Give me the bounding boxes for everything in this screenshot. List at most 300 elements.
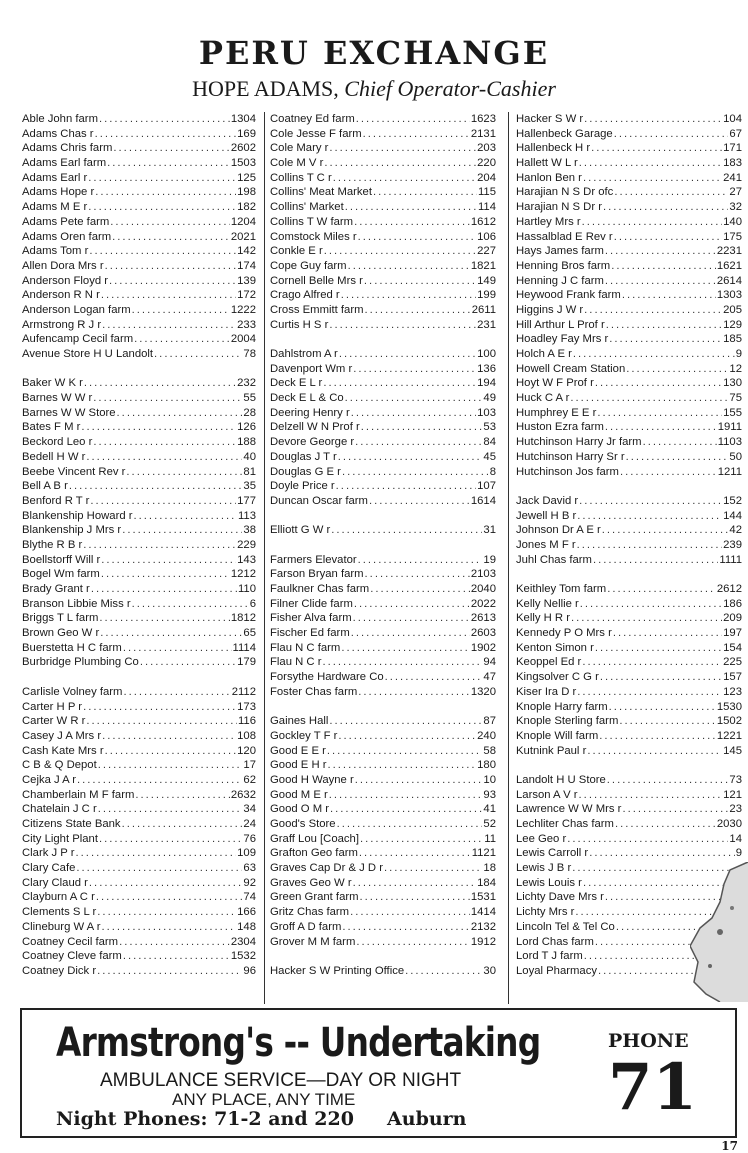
listing-name: Good M E r: [270, 788, 328, 801]
listing-number: 103: [477, 406, 496, 419]
listing-row: [270, 127, 496, 142]
listing-row: [516, 802, 742, 817]
leader-dots: [119, 935, 230, 950]
listing-number: 174: [237, 259, 256, 272]
operator-role: Chief Operator-Cashier: [344, 76, 556, 101]
listing-number: 1303: [716, 289, 742, 302]
listing-name: Jones M F r: [516, 538, 576, 551]
leader-dots: [117, 406, 243, 421]
listing-name: Carter H P r: [22, 700, 83, 713]
listing-row: [22, 582, 256, 597]
listing-row: [516, 259, 742, 274]
leader-dots: [96, 890, 243, 905]
listing-row: [270, 626, 496, 641]
listing-name: Collins T W farm: [270, 215, 354, 228]
leader-dots: [77, 773, 242, 788]
listing-number: 113: [237, 509, 256, 522]
listing-number: 28: [243, 406, 256, 419]
listing-row: [22, 479, 256, 494]
listing-number: 144: [723, 509, 742, 522]
listing-number: 1812: [230, 612, 256, 625]
listing-row: [22, 964, 256, 979]
listing-number: 58: [483, 744, 496, 757]
listing-number: 62: [243, 773, 256, 786]
listing-row: [22, 259, 256, 274]
leader-dots: [350, 905, 470, 920]
listing-name: Lincoln Tel & Tel Co: [516, 920, 615, 933]
listing-number: 179: [237, 656, 256, 669]
listing-row: [270, 200, 496, 215]
leader-dots: [134, 509, 237, 524]
listing-row: [516, 700, 742, 715]
listing-row: [270, 230, 496, 245]
listing-name: Kutnink Paul r: [516, 744, 587, 757]
leader-dots: [122, 523, 242, 538]
listing-row: [22, 861, 256, 876]
advertisement-box: [20, 1008, 737, 1138]
leader-dots: [603, 200, 728, 215]
listing-name: Beebe Vincent Rev r: [22, 465, 126, 478]
listing-number: 197: [723, 627, 742, 640]
listing-number: 2040: [470, 583, 496, 595]
listing-row: [516, 215, 742, 230]
listing-row: [270, 582, 496, 597]
listing-row: [270, 494, 496, 509]
listing-number: 239: [723, 538, 742, 551]
leader-dots: [328, 758, 477, 773]
listing-row: [270, 435, 496, 450]
listing-number: 143: [237, 553, 256, 566]
listing-name: Cash Kate Mrs r: [22, 744, 104, 757]
listing-name: Brady Grant r: [22, 583, 90, 595]
leader-dots: [582, 215, 722, 230]
listing-name: Foster Chas farm: [270, 685, 358, 698]
ad-phone-number: 71: [608, 1050, 698, 1125]
listing-row: [22, 626, 256, 641]
listing-row: [22, 935, 256, 950]
listing-row: [22, 185, 256, 200]
listing-number: 203: [477, 142, 496, 155]
listing-number: 55: [243, 392, 256, 405]
listing-row: [270, 420, 496, 435]
leader-dots: [123, 949, 230, 964]
listing-row: [516, 582, 742, 597]
leader-dots: [134, 332, 230, 347]
listing-row: [516, 846, 742, 861]
listing-name: Good E E r: [270, 744, 326, 757]
leader-dots: [76, 846, 237, 861]
listing-number: 199: [477, 289, 496, 302]
leader-dots: [615, 817, 716, 832]
listing-row: [22, 655, 256, 670]
listing-name: Landolt H U Store: [516, 773, 606, 786]
listing-number: 130: [723, 377, 742, 390]
listing-number: 1414: [470, 906, 496, 919]
listing-number: 76: [243, 832, 256, 845]
listing-name: Collins' Market: [270, 201, 344, 214]
listing-number: 188: [237, 436, 256, 449]
listing-row: [516, 465, 742, 480]
leader-dots: [342, 920, 469, 935]
leader-dots: [351, 626, 470, 641]
listing-name: Hutchinson Harry Jr farm: [516, 436, 642, 449]
leader-dots: [597, 406, 722, 421]
listing-row: [270, 185, 496, 200]
listing-number: 34: [243, 803, 256, 816]
leader-dots: [609, 700, 716, 715]
leader-dots: [132, 597, 249, 612]
listing-row: [22, 274, 256, 289]
column-divider: [264, 112, 265, 1004]
listing-name: Cejka J A r: [22, 773, 76, 786]
listing-number: 205: [723, 303, 742, 316]
listing-number: 149: [477, 274, 496, 287]
listing-number: 78: [243, 348, 256, 360]
directory-column-1: [22, 112, 256, 979]
listing-number: 8: [489, 465, 496, 478]
listing-name: Howell Cream Station: [516, 362, 626, 375]
listing-number: 129: [723, 318, 742, 331]
listing-number: 1114: [232, 641, 256, 654]
listing-number: 11: [484, 832, 496, 845]
listing-number: 50: [729, 450, 742, 463]
leader-dots: [619, 714, 716, 729]
leader-dots: [370, 582, 470, 597]
listing-number: 114: [477, 201, 496, 214]
listing-name: Bell A B r: [22, 480, 68, 493]
listing-row: [516, 538, 742, 553]
listing-name: Farmers Elevator: [270, 553, 357, 566]
listing-number: 10: [483, 773, 496, 786]
listing-number: 175: [723, 230, 742, 243]
listing-number: 1623: [470, 113, 496, 125]
leader-dots: [365, 567, 470, 582]
listing-number: 53: [483, 421, 496, 434]
listing-number: 109: [237, 847, 256, 860]
leader-dots: [324, 156, 476, 171]
listing-name: Hutchinson Jos farm: [516, 465, 619, 478]
listing-row: [270, 215, 496, 230]
listing-number: 204: [477, 171, 496, 184]
listing-row: [516, 435, 742, 450]
listing-row: [516, 141, 742, 156]
listing-name: Knople Will farm: [516, 729, 599, 742]
listing-name: Chamberlain M F farm: [22, 788, 135, 801]
listing-row: [516, 156, 742, 171]
listing-row: [270, 949, 496, 964]
listing-name: Graves Cap Dr & J D r: [270, 862, 383, 875]
listing-row: [516, 376, 742, 391]
listing-row: [22, 905, 256, 920]
listing-number: 1103: [717, 436, 742, 449]
listing-number: 186: [723, 597, 742, 610]
leader-dots: [110, 215, 230, 230]
listing-name: Huck C A r: [516, 392, 570, 405]
listing-row: [516, 303, 742, 318]
column-divider: [508, 112, 509, 1004]
listing-name: Barnes W W r: [22, 392, 93, 405]
leader-dots: [109, 274, 236, 289]
listing-name: Burbridge Plumbing Co: [22, 656, 139, 669]
listing-number: 81: [243, 465, 256, 478]
listing-row: [22, 700, 256, 715]
listing-number: 24: [243, 818, 256, 830]
listing-number: 2103: [470, 568, 496, 581]
leader-dots: [579, 788, 723, 803]
listing-number: 107: [477, 480, 496, 493]
listing-row: [516, 567, 742, 582]
leader-dots: [622, 802, 728, 817]
leader-dots: [582, 655, 722, 670]
page-title: PERU EXCHANGE: [198, 34, 550, 72]
listing-name: Coatney Ed farm: [270, 113, 355, 125]
listing-number: 123: [723, 685, 742, 698]
leader-dots: [605, 420, 717, 435]
leader-dots: [102, 729, 236, 744]
listing-row: [270, 141, 496, 156]
listing-number: 220: [477, 157, 496, 170]
leader-dots: [577, 538, 723, 553]
leader-dots: [329, 788, 483, 803]
leader-dots: [570, 391, 728, 406]
listing-row: [270, 846, 496, 861]
leader-dots: [613, 626, 722, 641]
listing-number: 30: [483, 964, 496, 977]
listing-number: 152: [723, 494, 742, 507]
listing-number: 1121: [471, 847, 496, 860]
listing-name: Kingsolver C G r: [516, 671, 599, 684]
listing-row: [516, 685, 742, 700]
listing-name: Collins T C r: [270, 171, 332, 184]
listing-row: [270, 685, 496, 700]
listing-row: [22, 171, 256, 186]
listing-name: Lichty Dave Mrs r: [516, 891, 604, 904]
leader-dots: [626, 450, 729, 465]
listing-name: Blankenship J Mrs r: [22, 524, 122, 537]
listing-row: [270, 744, 496, 759]
listing-row: [22, 714, 256, 729]
listing-number: 2112: [231, 685, 256, 698]
listing-number: 94: [483, 656, 496, 669]
listing-name: Hassalblad E Rev r: [516, 230, 613, 243]
leader-dots: [89, 876, 243, 891]
listing-name: Collins' Meat Market: [270, 186, 372, 199]
listing-number: 6: [249, 597, 256, 610]
listing-name: Hays James farm: [516, 245, 604, 258]
listing-number: 183: [723, 157, 742, 170]
listing-name: Green Grant farm: [270, 891, 359, 904]
listing-row: [270, 876, 496, 891]
torn-paper-damage: [690, 862, 748, 1002]
listing-name: Carter W R r: [22, 715, 86, 728]
listing-row: [22, 567, 256, 582]
listing-name: Davenport Wm r: [270, 362, 353, 375]
listing-name: Good's Store: [270, 818, 336, 830]
listing-number: 100: [477, 348, 496, 360]
listing-row: [516, 641, 742, 656]
leader-dots: [358, 230, 477, 245]
listing-number: 154: [723, 641, 742, 654]
ad-phone-label: PHONE: [608, 1030, 689, 1052]
leader-dots: [611, 259, 716, 274]
leader-dots: [113, 141, 229, 156]
listing-row: [516, 773, 742, 788]
listing-row: [22, 450, 256, 465]
leader-dots: [86, 714, 237, 729]
listing-name: Adams Pete farm: [22, 215, 110, 228]
leader-dots: [83, 700, 236, 715]
listing-number: 110: [237, 583, 256, 595]
listing-number: 12: [729, 362, 742, 375]
listing-number: 1902: [470, 641, 496, 654]
listing-number: 2131: [470, 127, 496, 140]
leader-dots: [589, 846, 735, 861]
leader-dots: [132, 303, 230, 318]
leader-dots: [580, 597, 722, 612]
listing-name: Holch A E r: [516, 348, 572, 360]
listing-name: Douglas J T r: [270, 450, 337, 463]
listing-row: [270, 964, 496, 979]
listing-row: [516, 332, 742, 347]
leader-dots: [338, 729, 476, 744]
listing-row: [516, 406, 742, 421]
listing-name: Keoppel Ed r: [516, 656, 582, 669]
leader-dots: [99, 832, 242, 847]
leader-dots: [342, 465, 489, 480]
listing-name: Casey J A Mrs r: [22, 729, 102, 742]
listing-row: [516, 479, 742, 494]
leader-dots: [331, 523, 482, 538]
listing-row: [270, 890, 496, 905]
leader-dots: [101, 553, 236, 568]
listing-row: [516, 230, 742, 245]
listing-number: 1821: [470, 259, 496, 272]
listing-row: [270, 714, 496, 729]
ad-availability-line: ANY PLACE, ANY TIME: [172, 1090, 356, 1109]
leader-dots: [571, 611, 722, 626]
listing-row: [270, 935, 496, 950]
leader-dots: [338, 450, 483, 465]
listing-number: 1531: [470, 891, 496, 904]
listing-name: Fisher Alva farm: [270, 612, 352, 625]
listing-number: 92: [243, 876, 256, 889]
leader-dots: [355, 773, 483, 788]
listing-name: Clary Claud r: [22, 876, 88, 889]
leader-dots: [105, 744, 237, 759]
listing-name: Hallett W L r: [516, 157, 578, 170]
listing-number: 145: [723, 744, 742, 757]
leader-dots: [329, 318, 476, 333]
listing-row: [270, 597, 496, 612]
listing-row: [516, 788, 742, 803]
listing-number: 32: [729, 201, 742, 214]
leader-dots: [360, 832, 483, 847]
leader-dots: [337, 817, 483, 832]
leader-dots: [361, 420, 483, 435]
listing-row: [22, 244, 256, 259]
listing-name: Lord Chas farm: [516, 935, 594, 948]
leader-dots: [369, 494, 470, 509]
leader-dots: [330, 802, 482, 817]
leader-dots: [405, 964, 482, 979]
listing-row: [516, 758, 742, 773]
listing-number: 2132: [470, 920, 496, 933]
listing-name: Knople Sterling farm: [516, 715, 619, 728]
listing-name: Cole Jesse F farm: [270, 127, 362, 140]
listing-row: [270, 641, 496, 656]
leader-dots: [599, 729, 716, 744]
leader-dots: [359, 846, 471, 861]
listing-number: 231: [477, 318, 496, 331]
leader-dots: [622, 288, 716, 303]
listing-number: 225: [723, 656, 742, 669]
leader-dots: [101, 567, 230, 582]
listing-row: [22, 112, 256, 127]
leader-dots: [353, 876, 477, 891]
ad-business-name: Armstrong's -- Undertaking: [56, 1020, 541, 1066]
listing-number: 1320: [470, 685, 496, 698]
listing-name: Anderson Floyd r: [22, 274, 109, 287]
leader-dots: [107, 156, 230, 171]
listing-name: Adams Chas r: [22, 127, 94, 140]
listing-row: [516, 244, 742, 259]
listing-name: Keithley Tom farm: [516, 583, 607, 595]
listing-name: Hutchinson Harry Sr r: [516, 450, 625, 463]
listing-name: Kelly Nellie r: [516, 597, 579, 610]
leader-dots: [102, 318, 236, 333]
listing-number: 232: [237, 377, 256, 390]
listing-row: [516, 597, 742, 612]
listing-row: [270, 861, 496, 876]
listing-number: 171: [723, 142, 742, 155]
leader-dots: [329, 141, 476, 156]
directory-column-2: [270, 112, 496, 979]
listing-name: Deck E L r: [270, 377, 323, 390]
listing-row: [22, 597, 256, 612]
listing-number: 1222: [230, 303, 256, 316]
leader-dots: [88, 200, 236, 215]
listing-name: Kenton Simon r: [516, 641, 594, 654]
listing-name: Clayburn A C r: [22, 891, 95, 904]
listing-number: 184: [477, 876, 496, 889]
listing-number: 2611: [471, 303, 496, 316]
listing-row: [270, 450, 496, 465]
listing-number: 31: [483, 524, 496, 537]
listing-number: 1503: [230, 157, 256, 170]
listing-row: [22, 303, 256, 318]
leader-dots: [573, 347, 735, 362]
listing-name: Coatney Dick r: [22, 964, 97, 977]
listing-number: 40: [243, 450, 256, 463]
listing-row: [22, 391, 256, 406]
listing-number: 2603: [470, 627, 496, 640]
leader-dots: [584, 303, 722, 318]
leader-dots: [360, 890, 470, 905]
listing-number: 74: [243, 891, 256, 904]
listing-name: Groff A D farm: [270, 920, 342, 933]
listing-name: Gockley T F r: [270, 729, 338, 742]
listing-row: [270, 171, 496, 186]
listing-row: [516, 391, 742, 406]
listing-row: [22, 773, 256, 788]
listing-row: [22, 802, 256, 817]
listing-row: [270, 391, 496, 406]
listing-name: Good O M r: [270, 803, 330, 816]
leader-dots: [587, 744, 722, 759]
listing-row: [270, 832, 496, 847]
listing-row: [516, 494, 742, 509]
listing-number: 1612: [470, 215, 496, 228]
